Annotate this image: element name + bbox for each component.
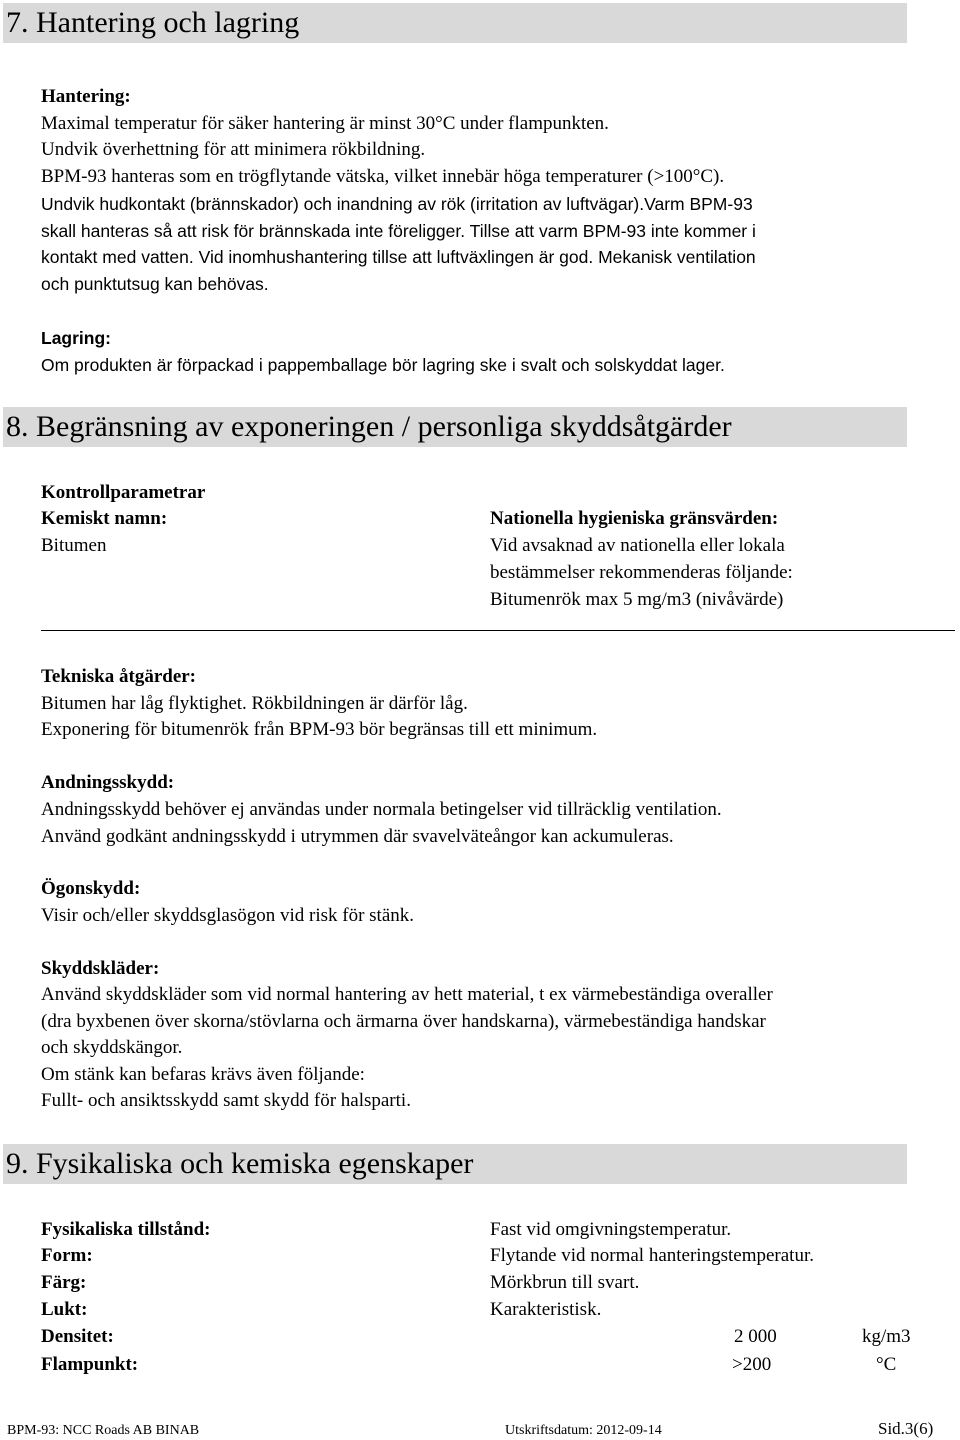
handling-line: kontakt med vatten. Vid inomhushantering tillse att luftväxlingen är god. Mekanisk ventilation	[41, 247, 756, 267]
technical-line: Exponering för bitumenrök från BPM-93 bör begränsas till ett minimum.	[41, 719, 598, 740]
eye-heading: Ögonskydd:	[41, 878, 141, 899]
limits-line: Bitumenrök max 5 mg/m3 (nivåvärde)	[490, 589, 784, 610]
flashpoint-value: >200	[732, 1354, 772, 1375]
prop-label: Form:	[41, 1245, 93, 1266]
clothing-line: Om stänk kan befaras krävs även följande:	[41, 1064, 365, 1085]
section-7-title: 7. Hantering och lagring	[3, 3, 907, 43]
prop-value: Karakteristisk.	[490, 1299, 602, 1320]
prop-label: Lukt:	[41, 1299, 88, 1320]
footer-product: BPM-93: NCC Roads AB BINAB	[7, 1423, 200, 1438]
handling-line: Undvik hudkontakt (brännskador) och inandning av rök (irritation av luftvägar).Varm BPM-93	[41, 194, 753, 214]
limits-label: Nationella hygieniska gränsvärden:	[490, 508, 779, 529]
density-label: Densitet:	[41, 1326, 114, 1347]
handling-line: BPM-93 hanteras som en trögflytande vätska, vilket innebär höga temperaturer (>100°C).	[41, 166, 725, 187]
clothing-heading: Skyddskläder:	[41, 958, 160, 979]
prop-value: Flytande vid normal hanteringstemperatur.	[490, 1245, 814, 1266]
handling-line: och punktutsug kan behövas.	[41, 274, 269, 294]
handling-line: skall hanteras så att risk för brännskada inte föreligger. Tillse att varm BPM-93 inte kommer i	[41, 221, 756, 241]
clothing-line: (dra byxbenen över skorna/stövlarna och ärmarna över handskarna), värmebeständiga handskar	[41, 1011, 766, 1032]
clothing-line: och skyddskängor.	[41, 1037, 183, 1058]
density-unit: kg/m3	[862, 1326, 911, 1347]
storage-heading: Lagring:	[41, 328, 111, 348]
section-8-title: 8. Begränsning av exponeringen / personliga skyddsåtgärder	[3, 407, 907, 447]
flashpoint-unit: °C	[876, 1354, 897, 1375]
handling-heading: Hantering:	[41, 86, 131, 107]
prop-value: Mörkbrun till svart.	[490, 1272, 640, 1293]
limits-line: Vid avsaknad av nationella eller lokala	[490, 535, 785, 556]
section-9-title: 9. Fysikaliska och kemiska egenskaper	[3, 1144, 907, 1184]
prop-label: Färg:	[41, 1272, 87, 1293]
clothing-line: Använd skyddskläder som vid normal hantering av hett material, t ex värmebeständiga overaller	[41, 984, 773, 1005]
footer-page-number: Sid.3(6)	[878, 1419, 934, 1438]
limits-line: bestämmelser rekommenderas följande:	[490, 562, 793, 583]
eye-line: Visir och/eller skyddsglasögon vid risk för stänk.	[41, 905, 415, 926]
handling-line: Undvik överhettning för att minimera rökbildning.	[41, 139, 426, 160]
handling-line: Maximal temperatur för säker hantering är minst 30°C under flampunkten.	[41, 113, 609, 134]
respiratory-heading: Andningsskydd:	[41, 772, 175, 793]
prop-label: Fysikaliska tillstånd:	[41, 1219, 211, 1240]
respiratory-line: Använd godkänt andningsskydd i utrymmen där svavelväteångor kan ackumuleras.	[41, 826, 674, 847]
respiratory-line: Andningsskydd behöver ej användas under normala betingelser vid tillräcklig ventilation.	[41, 799, 722, 820]
density-value: 2 000	[734, 1326, 777, 1347]
technical-line: Bitumen har låg flyktighet. Rökbildningen är därför låg.	[41, 693, 468, 714]
flashpoint-label: Flampunkt:	[41, 1354, 139, 1375]
control-parameters-heading: Kontrollparametrar	[41, 482, 206, 503]
technical-heading: Tekniska åtgärder:	[41, 666, 197, 687]
chemical-name-label: Kemiskt namn:	[41, 508, 168, 529]
footer-print-date: Utskriftsdatum: 2012-09-14	[505, 1423, 662, 1438]
chemical-name: Bitumen	[41, 535, 107, 556]
prop-value: Fast vid omgivningstemperatur.	[490, 1219, 732, 1240]
clothing-line: Fullt- och ansiktsskydd samt skydd för halsparti.	[41, 1090, 411, 1111]
divider-line	[41, 630, 955, 631]
storage-text: Om produkten är förpackad i pappemballage bör lagring ske i svalt och solskyddat lager.	[41, 355, 725, 375]
